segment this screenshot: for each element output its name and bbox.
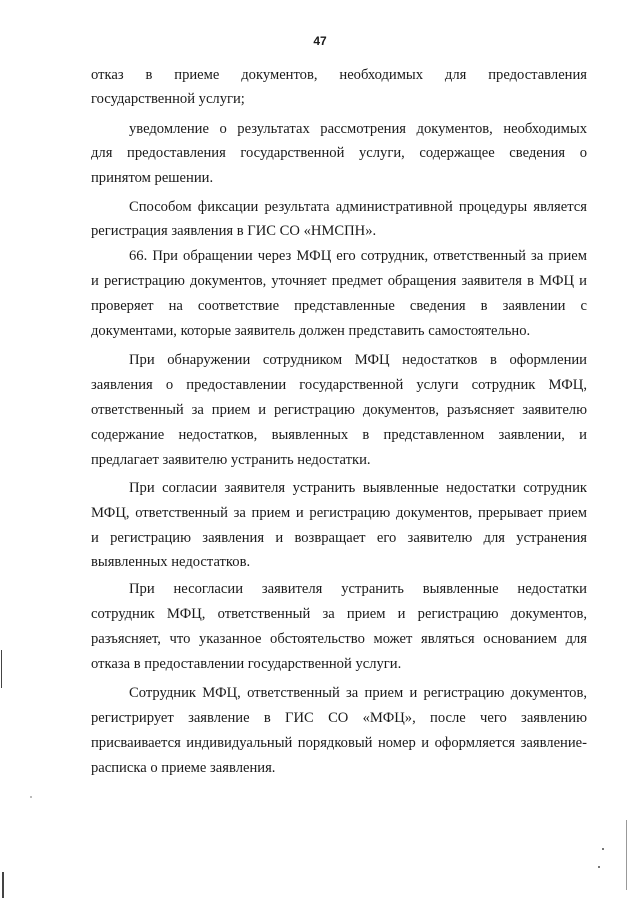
scan-edge-mark xyxy=(626,820,627,890)
text-line: Сотрудник МФЦ, ответственный за прием и регистрацию документов, xyxy=(129,685,587,701)
text-line: При согласии заявителя устранить выявленные недостатки сотрудник xyxy=(129,480,587,496)
text-line: сотрудник МФЦ, ответственный за прием и регистрацию документов, xyxy=(91,606,587,622)
text-line: отказа в предоставлении государственной услуги. xyxy=(91,656,402,672)
scan-edge-mark xyxy=(2,872,4,898)
scan-dot xyxy=(602,848,604,850)
text-line: Способом фиксации результата административной процедуры является xyxy=(129,199,587,215)
page-number: 47 xyxy=(313,34,327,48)
scan-edge-mark xyxy=(1,650,2,688)
text-line: заявления о предоставлении государственной услуги сотрудник МФЦ, xyxy=(91,377,587,393)
text-line: МФЦ, ответственный за прием и регистрацию документов, прерывает прием xyxy=(91,505,587,521)
text-line: отказ в приеме документов, необходимых для предоставления xyxy=(91,67,587,83)
text-line: принятом решении. xyxy=(91,170,214,186)
text-line: предлагает заявителю устранить недостатки. xyxy=(91,452,371,468)
text-line: При несогласии заявителя устранить выявленные недостатки xyxy=(129,581,587,597)
text-line: и регистрацию документов, уточняет предмет обращения заявителя в МФЦ и xyxy=(91,273,587,289)
text-line: ответственный за прием и регистрацию документов, разъясняет заявителю xyxy=(91,402,587,418)
text-line: регистрация заявления в ГИС СО «НМСПН». xyxy=(91,223,377,239)
text-line: присваивается индивидуальный порядковый номер и оформляется заявление- xyxy=(91,735,587,751)
text-line: для предоставления государственной услуги, содержащее сведения о xyxy=(91,145,587,161)
text-line: государственной услуги; xyxy=(91,91,245,107)
text-line: регистрирует заявление в ГИС СО «МФЦ», после чего заявлению xyxy=(91,710,587,726)
text-line: и регистрацию заявления и возвращает его заявителю для устранения xyxy=(91,530,587,546)
text-line: выявленных недостатков. xyxy=(91,554,251,570)
text-line: содержание недостатков, выявленных в представленном заявлении, и xyxy=(91,427,587,443)
text-line: документами, которые заявитель должен представить самостоятельно. xyxy=(91,323,531,339)
text-line: уведомление о результатах рассмотрения документов, необходимых xyxy=(129,121,587,137)
text-line: разъясняет, что указанное обстоятельство может являться основанием для xyxy=(91,631,587,647)
scan-dot xyxy=(598,866,600,868)
scan-dot xyxy=(30,796,32,798)
text-line: 66. При обращении через МФЦ его сотрудник, ответственный за прием xyxy=(129,248,587,264)
text-line: При обнаружении сотрудником МФЦ недостатков в оформлении xyxy=(129,352,587,368)
text-line: расписка о приеме заявления. xyxy=(91,760,276,776)
text-line: проверяет на соответствие представленные сведения в заявлении с xyxy=(91,298,587,314)
